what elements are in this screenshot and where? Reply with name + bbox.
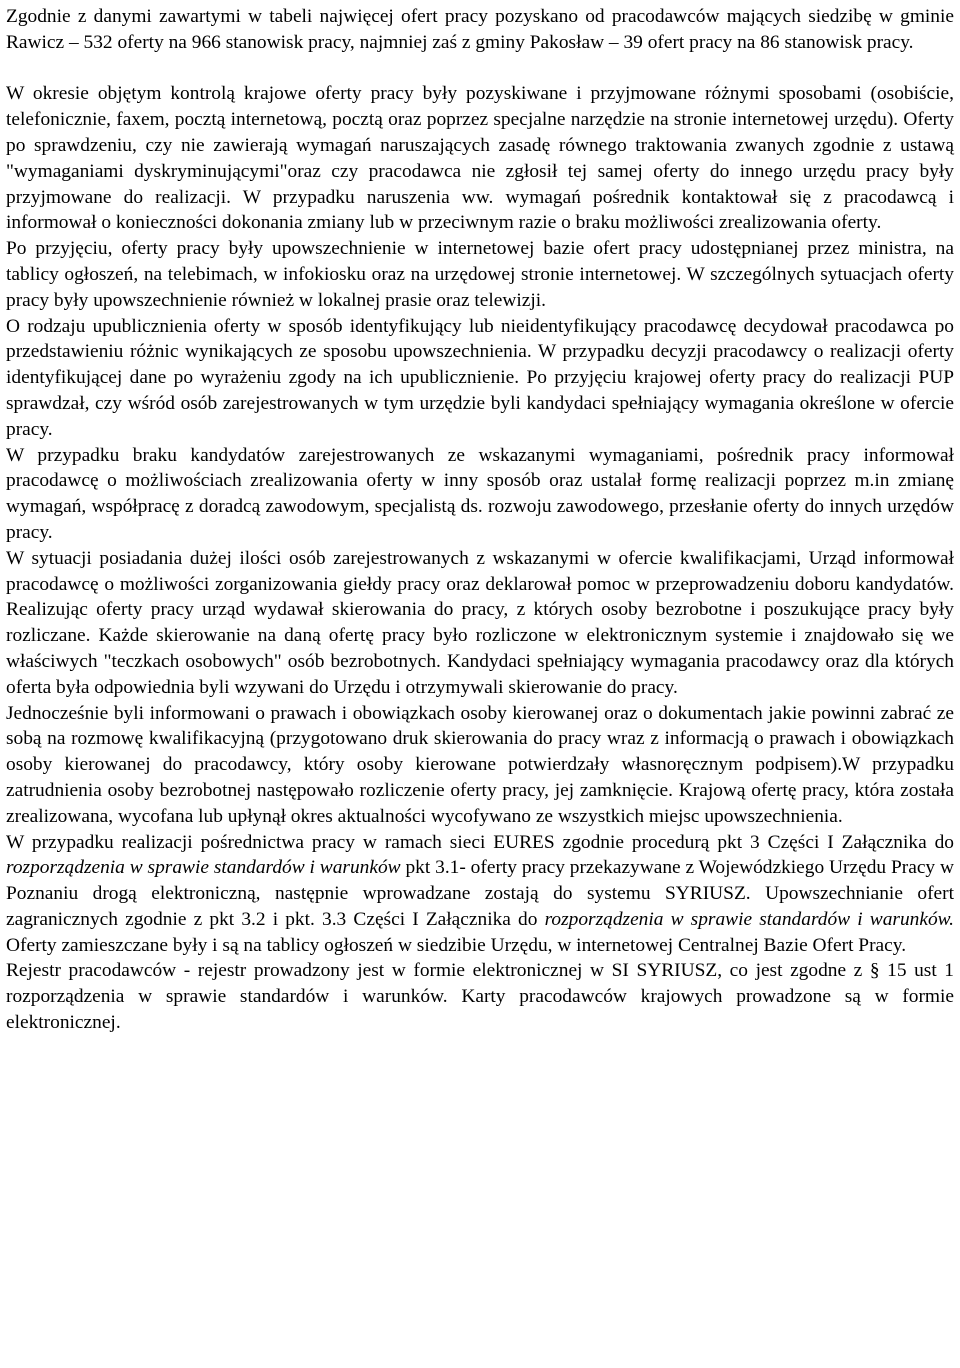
italic-text-run: rozporządzenia w sprawie standardów i warunków	[6, 857, 401, 879]
paragraph-offer-publication	[6, 236, 954, 313]
paragraph-candidate-information	[6, 701, 954, 830]
text-run: W okresie objętym kontrolą krajowe oferty pracy były pozyskiwane i przyjmowane różnymi sposobami (osobiście, telefonicznie, faxem, pocztą internetową, pocztą oraz poprzez specjalne narzędzie na stronie internetowej urzędu). Oferty po sprawdzeniu, czy nie zawierają wymagań naruszających zasadę równego traktowania zwanych zgodnie z ustawą "wymaganiami dyskryminującymi"oraz czy pracodawca nie zgłosił tej samej oferty do innego urzędu pracy były przyjmowane do realizacji. W przypadku naruszenia ww. wymagań pośrednik kontaktował się z pracodawcą i informował o konieczności dokonania zmiany lub w przeciwnym razie o braku możliwości zrealizowania oferty.	[6, 83, 954, 234]
text-run: W sytuacji posiadania dużej ilości osób zarejestrowanych z wskazanymi w ofercie kwalifikacjami, Urząd informował pracodawcę o możliwości zorganizowania giełdy pracy oraz deklarował pomoc w przeprowadzeniu doboru kandydatów. Realizując oferty pracy urząd wydawał skierowania do pracy, z których osoby bezrobotne i poszukujące pracy były rozliczane. Każde skierowanie na daną ofertę pracy było rozliczone w elektronicznym systemie i znajdowało się we właściwych "teczkach osobowych" osób bezrobotnych. Kandydaci spełniający wymagania pracodawcy oraz dla których oferta była odpowiednia byli wzywani do Urzędu i otrzymywali skierowanie do pracy.	[6, 547, 954, 698]
text-run: W przypadku realizacji pośrednictwa pracy w ramach sieci EURES zgodnie procedurą pkt 3 Części I Załącznika do	[6, 831, 954, 853]
paragraph-no-candidates	[6, 443, 954, 546]
text-run: pkt 3.1- oferty pracy przekazywane z Wojewódzkiego Urzędu Pracy w Poznaniu drogą elektroniczną, następnie wprowadzane zostają do systemu SYRIUSZ. Upowszechnianie ofert zagranicznych zgodnie z pkt 3.2 i pkt. 3.3 Części I Załącznika do	[6, 857, 954, 930]
text-run: Po przyjęciu, oferty pracy były upowszechnienie w internetowej bazie ofert pracy udostępnianej przez ministra, na tablicy ogłoszeń, na telebimach, w infokiosku oraz na urzędowej stronie internetowej. W szczególnych sytuacjach oferty pracy były upowszechnienie również w lokalnej prasie oraz telewizji.	[6, 238, 954, 311]
paragraph-job-fair-referrals	[6, 546, 954, 701]
paragraph-employer-identification	[6, 314, 954, 443]
paragraph-offers-by-municipality	[6, 4, 954, 56]
text-run: Zgodnie z danymi zawartymi w tabeli najwięcej ofert pracy pozyskano od pracodawców mających siedzibę w gminie Rawicz – 532 oferty na 966 stanowisk pracy, najmniej zaś z gminy Pakosław – 39 ofert pracy na 86 stanowisk pracy.	[6, 6, 954, 53]
text-run: W przypadku braku kandydatów zarejestrowanych ze wskazanymi wymaganiami, pośrednik pracy informował pracodawcę o możliwościach zrealizowania oferty w inny sposób oraz ustalał formę realizacji poprzez m.in zmianę wymagań, współpracę z doradcą zawodowym, specjalistą ds. rozwoju zawodowego, przesłanie oferty do innych urzędów pracy.	[6, 444, 954, 543]
italic-text-run: rozporządzenia w sprawie standardów i warunków.	[544, 908, 954, 930]
paragraph-offer-acquisition	[6, 81, 954, 236]
paragraph-eures-mediation	[6, 830, 954, 959]
paragraph-employer-register	[6, 958, 954, 1035]
text-run: O rodzaju upublicznienia oferty w sposób identyfikujący lub nieidentyfikujący pracodawcę decydował pracodawca po przedstawieniu różnic wynikających ze sposobu upowszechnienia. W przypadku decyzji pracodawcy o realizacji oferty identyfikującej dane po wyrażeniu zgody na ich upublicznienie. Po przyjęciu krajowej oferty pracy do realizacji PUP sprawdzał, czy wśród osób zarejestrowanych w tym urzędzie byli kandydaci spełniający wymagania określone w ofercie pracy.	[6, 315, 954, 440]
text-run: Jednocześnie byli informowani o prawach i obowiązkach osoby kierowanej oraz o dokumentach jakie powinni zabrać ze sobą na rozmowę kwalifikacyjną (przygotowano druk skierowania do pracy wraz z informacją o prawach i obowiązkach osoby kierowanej do pracodawcy, który osoby kierowane potwierdzały własnoręcznym podpisem).W przypadku zatrudnienia osoby bezrobotnej następowało rozliczenie oferty pracy, jej zamknięcie. Krajową ofertę pracy, która została zrealizowana, wycofana lub upłynął okres aktualności wycofywano ze wszystkich miejsc upowszechnienia.	[6, 702, 954, 827]
text-run: Rejestr pracodawców - rejestr prowadzony jest w formie elektronicznej w SI SYRIUSZ, co jest zgodne z § 15 ust 1 rozporządzenia w sprawie standardów i warunków. Karty pracodawców krajowych prowadzone są w formie elektronicznej.	[6, 960, 954, 1034]
text-run: Oferty zamieszczane były i są na tablicy ogłoszeń w siedzibie Urzędu, w internetowej Centralnej Bazie Ofert Pracy.	[6, 934, 907, 956]
